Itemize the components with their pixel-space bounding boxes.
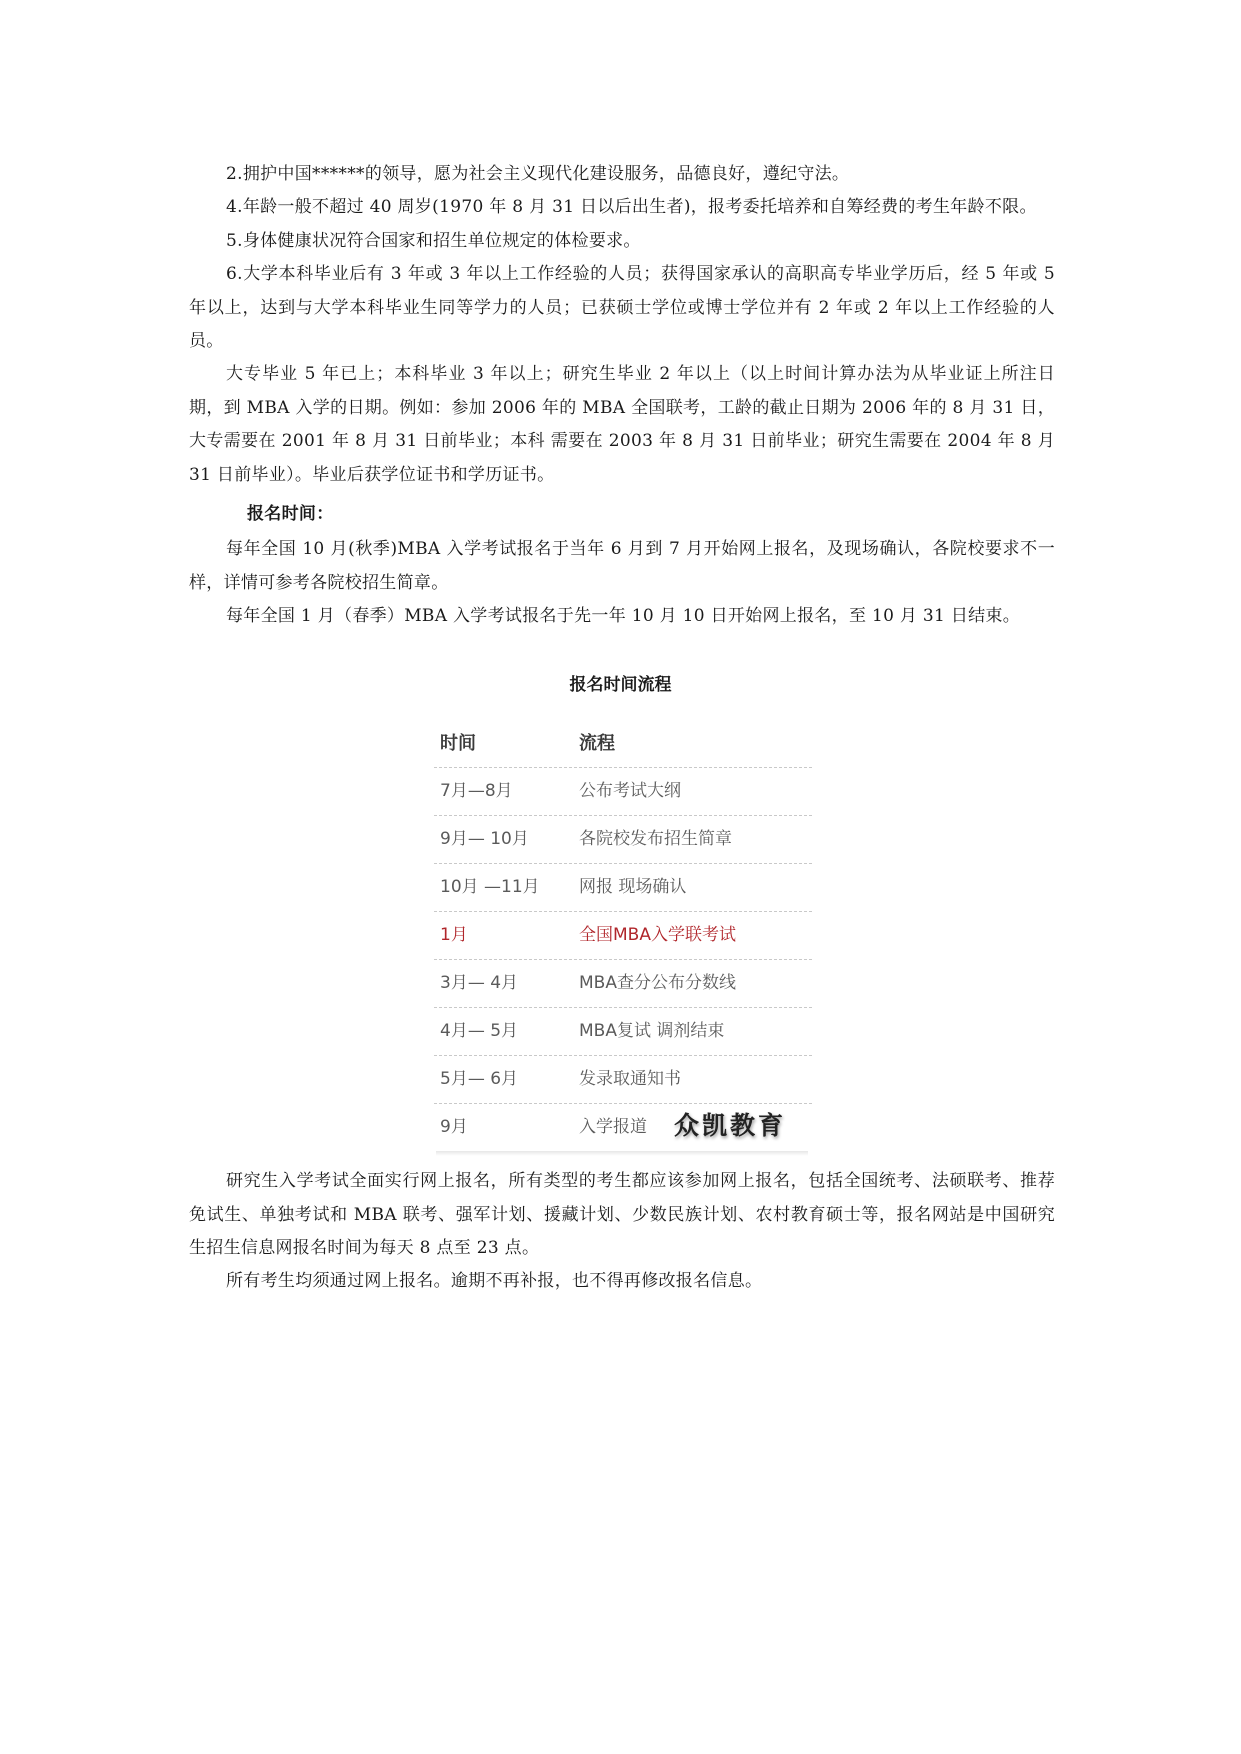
- flow-row: [434, 816, 812, 864]
- flow-time: 7月—8月: [440, 781, 513, 801]
- requirement-5: 5.身体健康状况符合国家和招生单位规定的体检要求。: [226, 231, 641, 251]
- flow-step: 公布考试大纲: [579, 781, 681, 801]
- flow-step: 网报 现场确认: [579, 877, 687, 897]
- flow-time: 9月: [440, 1117, 468, 1137]
- flow-row: [434, 960, 812, 1008]
- requirement-2: 2.拥护中国******的领导，愿为社会主义现代化建设服务，品德良好，遵纪守法。: [226, 164, 850, 184]
- spring-registration: 每年全国 1 月（春季）MBA 入学考试报名于先一年 10 月 10 日开始网上报名，至 10 月 31 日结束。: [226, 606, 1021, 626]
- work-experience-note: 大专毕业 5 年已上；本科毕业 3 年以上；研究生毕业 2 年以上（以上时间计算办法为从毕业证上所注日 期，到 MBA 入学的日期。例如：参加 2006 年的 MBA 全国联考，工龄的截止日期为 2006 年的 8 月 31 日，大专需要在 2001 年 8 月 31 日前毕业；本科 需要在 2003 年 8 月 31 日前毕业；研究生需要在 2004 年 8 月 31 日前毕业）。毕业后获学位证书和学历证书。: [189, 364, 1055, 485]
- flow-time: 10月 —11月: [440, 877, 540, 897]
- flow-row: [434, 1104, 812, 1151]
- flow-row: [434, 1056, 812, 1104]
- flow-table-shadow: [436, 1151, 808, 1156]
- flow-step: 各院校发布招生简章: [579, 829, 732, 849]
- flow-row: [434, 1008, 812, 1056]
- requirement-6: 6.大学本科毕业后有 3 年或 3 年以上工作经验的人员；获得国家承认的高职高专毕业学历后，经 5 年或 5 年以上，达到与大学本科毕业生同等学力的人员；已获硕士学位或博士学位并有 2 年或 2 年以上工作经验的人员。: [189, 264, 1055, 351]
- brand-watermark: 众凯教育: [674, 1111, 787, 1140]
- flow-title: 报名时间流程: [569, 675, 672, 695]
- flow-time: 9月— 10月: [440, 829, 529, 849]
- online-registration-info: 研究生入学考试全面实行网上报名，所有类型的考生都应该参加网上报名，包括全国统考、法硕联考、推荐免试生、单独考试和 MBA 联考、强军计划、援藏计划、少数民族计划、农村教育硕士等，报名网站是中国研究生招生信息网报名时间为每天 8 点至 23 点。: [189, 1171, 1055, 1258]
- flow-header-row: [434, 720, 812, 768]
- flow-header-step: 流程: [579, 733, 615, 754]
- flow-time: 4月— 5月: [440, 1021, 519, 1041]
- flow-row: [434, 864, 812, 912]
- flow-step: 发录取通知书: [579, 1069, 681, 1089]
- flow-row-highlighted: [434, 912, 812, 960]
- flow-header-time: 时间: [440, 733, 476, 754]
- registration-flow-table: [434, 720, 812, 1153]
- flow-row: [434, 768, 812, 816]
- requirement-4: 4.年龄一般不超过 40 周岁(1970 年 8 月 31 日以后出生者)，报考委托培养和自筹经费的考生年龄不限。: [226, 197, 1037, 217]
- flow-step: 入学报道: [579, 1117, 647, 1137]
- flow-time: 3月— 4月: [440, 973, 519, 993]
- registration-time-heading: 报名时间：: [247, 504, 334, 524]
- flow-step: 全国MBA入学联考试: [579, 925, 736, 945]
- flow-time: 5月— 6月: [440, 1069, 519, 1089]
- flow-step: MBA复试 调剂结束: [579, 1021, 725, 1041]
- registration-deadline-note: 所有考生均须通过网上报名。逾期不再补报，也不得再修改报名信息。: [226, 1271, 763, 1291]
- flow-time: 1月: [440, 925, 468, 945]
- flow-step: MBA查分公布分数线: [579, 973, 736, 993]
- autumn-registration: 每年全国 10 月(秋季)MBA 入学考试报名于当年 6 月到 7 月开始网上报名，及现场确认，各院校要求不一样，详情可参考各院校招生简章。: [189, 539, 1055, 593]
